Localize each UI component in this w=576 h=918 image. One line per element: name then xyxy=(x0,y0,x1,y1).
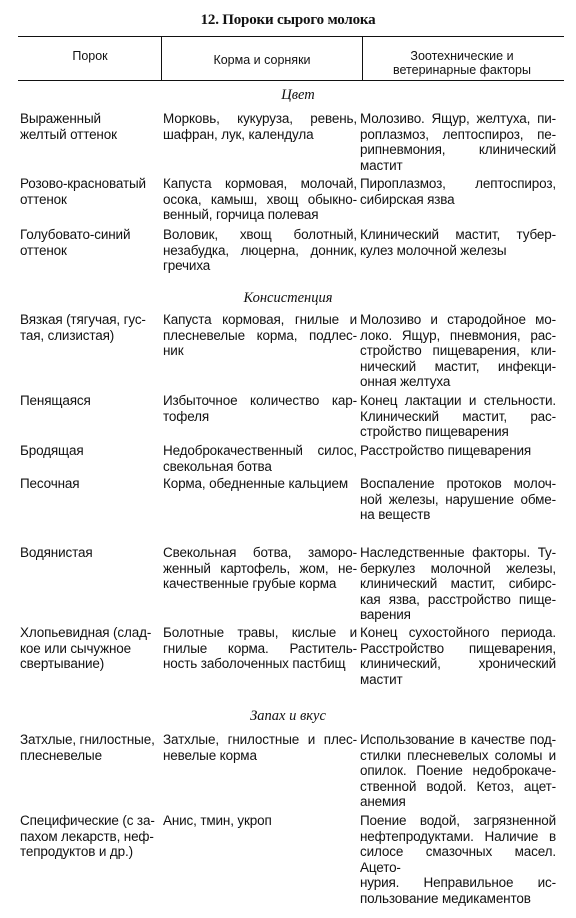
table-row-8-defect xyxy=(20,545,160,561)
factors-line: стройство пищеварения xyxy=(360,424,509,439)
feeds-line: Болотные травы, кислые и xyxy=(163,625,357,640)
table-row-3-factors xyxy=(360,227,556,258)
defect-line: Вязкая (тягучая, гус- xyxy=(20,312,146,327)
table-row-3-feeds xyxy=(163,227,357,274)
factors-line: Поение водой, загрязненной xyxy=(360,813,556,828)
defect-line: Песочная xyxy=(20,476,80,491)
defect-line: кое или сычужное xyxy=(20,640,132,656)
factors-line: пользование медикаментов xyxy=(360,890,531,906)
factors-line: Клинический мастит, рас- xyxy=(360,408,556,424)
defect-line: свертывание) xyxy=(20,656,105,671)
table-row-11-factors xyxy=(360,813,556,906)
factors-line: Использование в качестве под- xyxy=(360,732,556,747)
factors-line: силосе смазочных масел. Ацето- xyxy=(360,844,556,875)
table-row-1-factors xyxy=(360,111,556,173)
feeds-line: невелые корма xyxy=(163,747,257,763)
factors-line: нический мастит, инфекци- xyxy=(360,358,556,374)
factors-line: мастит xyxy=(360,157,403,173)
column-header-factors: Зоотехнические и ветеринарные факторы xyxy=(393,49,531,77)
factors-line: ственной водой. Кетоз, ацет- xyxy=(360,778,556,794)
defect-line: плесневелые xyxy=(20,747,102,763)
table-row-5-feeds xyxy=(163,393,357,424)
factors-line: кая язва, расстройство пище- xyxy=(360,591,556,607)
defect-line: Специфические (с за- xyxy=(20,813,155,828)
feeds-line: осока, камыш, хвощ обыкно- xyxy=(163,191,357,207)
table-row-8-factors xyxy=(360,545,556,623)
table-row-2-defect xyxy=(20,176,160,207)
factors-line: клинический, хронический xyxy=(360,656,556,671)
defect-line: тая, слизистая) xyxy=(20,327,115,343)
column-header-feeds: Корма и сорняки xyxy=(213,53,311,67)
defect-line: Пенящаяся xyxy=(20,393,91,408)
feeds-line: шафран, лук, календула xyxy=(163,126,314,142)
feeds-line: качественные грубые корма xyxy=(163,576,337,591)
factors-line: нефтепродуктами. Наличие в xyxy=(360,828,556,844)
section-color: Цвет xyxy=(281,87,315,103)
feeds-line: гречиха xyxy=(163,258,211,273)
defect-line: оттенок xyxy=(20,242,67,258)
feeds-line: Воловик, хвощ болотный, xyxy=(163,227,357,242)
feeds-line: гнилые корма. Раститель- xyxy=(163,640,357,656)
factors-line: стилки плесневелых соломы и xyxy=(360,747,556,763)
factors-line: Расстройство пищеварения xyxy=(360,443,532,458)
table-row-1-defect xyxy=(20,111,160,142)
factors-line: сибирская язва xyxy=(360,191,455,207)
feeds-line: венный, горчица полевая xyxy=(163,207,319,222)
table-row-11-defect xyxy=(20,813,160,860)
factors-line: нурия. Неправильное ис- xyxy=(360,875,556,890)
factors-line: локо. Ящур, пневмония, рас- xyxy=(360,327,556,343)
defect-line: пахом лекарств, неф- xyxy=(20,828,154,844)
table-row-7-feeds xyxy=(163,476,357,492)
factors-line: Конец сухостойного периода. xyxy=(360,625,556,640)
header-bottom-rule xyxy=(18,80,564,81)
table-row-10-factors xyxy=(360,732,556,810)
factors-line: рипневмония, клинический xyxy=(360,142,556,157)
defect-line: Хлопьевидная (слад- xyxy=(20,625,152,640)
column-divider-1 xyxy=(161,37,162,80)
factors-line: опилок. Поение недоброкаче- xyxy=(360,763,556,778)
table-row-9-factors xyxy=(360,625,556,687)
table-row-9-defect xyxy=(20,625,160,672)
factors-line: беркулез молочной железы, xyxy=(360,560,556,576)
factors-line: ной железы, нарушение обме- xyxy=(360,491,556,507)
feeds-line: женный картофель, жом, не- xyxy=(163,560,357,576)
factors-line: Конец лактации и стельности. xyxy=(360,393,556,408)
factors-line: клинический мастит, сибирс- xyxy=(360,576,556,591)
factors-line: анемия xyxy=(360,794,406,809)
table-row-10-feeds xyxy=(163,732,357,763)
feeds-line: Капуста кормовая, гнилые и xyxy=(163,312,357,327)
defect-line: тепродуктов и др.) xyxy=(20,844,133,859)
factors-line: Молозиво и стародойное мо- xyxy=(360,312,556,327)
feeds-line: тофеля xyxy=(163,408,209,424)
table-row-4-factors xyxy=(360,312,556,390)
table-row-10-defect xyxy=(20,732,160,763)
factors-line: Пироплазмоз, лептоспироз, xyxy=(360,176,556,191)
table-row-2-feeds xyxy=(163,176,357,223)
table-row-6-feeds xyxy=(163,443,357,474)
feeds-line: Свекольная ботва, заморо- xyxy=(163,545,357,560)
defect-line: оттенок xyxy=(20,191,67,207)
defect-line: Голубовато-синий xyxy=(20,227,131,242)
table-top-rule xyxy=(18,36,564,37)
feeds-line: ность заболоченных пастбищ xyxy=(163,656,346,671)
table-row-8-feeds xyxy=(163,545,357,592)
feeds-line: ник xyxy=(163,343,184,358)
table-row-1-feeds xyxy=(163,111,357,142)
feeds-line: незабудка, люцерна, донник, xyxy=(163,242,357,258)
factors-line: Клинический мастит, тубер- xyxy=(360,227,556,242)
feeds-line: Избыточное количество кар- xyxy=(163,393,357,408)
factors-line: онная желтуха xyxy=(360,374,451,389)
table-row-7-defect xyxy=(20,476,160,492)
feeds-line: Морковь, кукуруза, ревень, xyxy=(163,111,357,126)
table-row-2-factors xyxy=(360,176,556,207)
feeds-line: плесневелые корма, подлес- xyxy=(163,327,357,343)
defect-line: Выраженный xyxy=(20,111,101,126)
section-consistency: Консистенция xyxy=(243,290,333,306)
table-row-5-defect xyxy=(20,393,160,409)
factors-line: Воспаление протоков молоч- xyxy=(360,476,556,491)
defect-line: желтый оттенок xyxy=(20,126,117,142)
feeds-line: Корма, обедненные кальцием xyxy=(163,476,348,491)
defect-line: Водянистая xyxy=(20,545,93,560)
factors-line: варения xyxy=(360,607,411,622)
table-row-6-factors xyxy=(360,443,556,459)
column-header-defect: Порок xyxy=(72,49,108,63)
section-smell: Запах и вкус xyxy=(250,708,326,724)
table-row-11-feeds xyxy=(163,813,357,829)
feeds-line: Недоброкачественный силос, xyxy=(163,443,357,458)
feeds-line: Анис, тмин, укроп xyxy=(163,813,272,828)
factors-line: кулез молочной железы xyxy=(360,242,507,258)
factors-line: на веществ xyxy=(360,507,431,522)
table-row-9-feeds xyxy=(163,625,357,672)
column-divider-2 xyxy=(362,37,363,80)
factors-line: Расстройство пищеварения, xyxy=(360,640,556,656)
table-row-3-defect xyxy=(20,227,160,258)
table-row-6-defect xyxy=(20,443,160,459)
feeds-line: свекольная ботва xyxy=(163,458,272,474)
defect-line: Розово-красноватый xyxy=(20,176,146,191)
factors-line: Наследственные факторы. Ту- xyxy=(360,545,556,560)
table-row-7-factors xyxy=(360,476,556,523)
defect-line: Бродящая xyxy=(20,443,84,458)
feeds-line: Затхлые, гнилостные и плес- xyxy=(163,732,357,747)
table-row-4-defect xyxy=(20,312,160,343)
factors-line: роплазмоз, лептоспироз, пе- xyxy=(360,126,556,142)
table-title: 12. Пороки сырого молока xyxy=(200,12,376,28)
table-row-5-factors xyxy=(360,393,556,440)
defect-line: Затхлые, гнилостные, xyxy=(20,732,155,747)
factors-line: стройство пищеварения, кли- xyxy=(360,343,556,358)
factors-line: Молозиво. Ящур, желтуха, пи- xyxy=(360,111,556,126)
feeds-line: Капуста кормовая, молочай, xyxy=(163,176,357,191)
table-row-4-feeds xyxy=(163,312,357,359)
factors-line: мастит xyxy=(360,671,403,687)
